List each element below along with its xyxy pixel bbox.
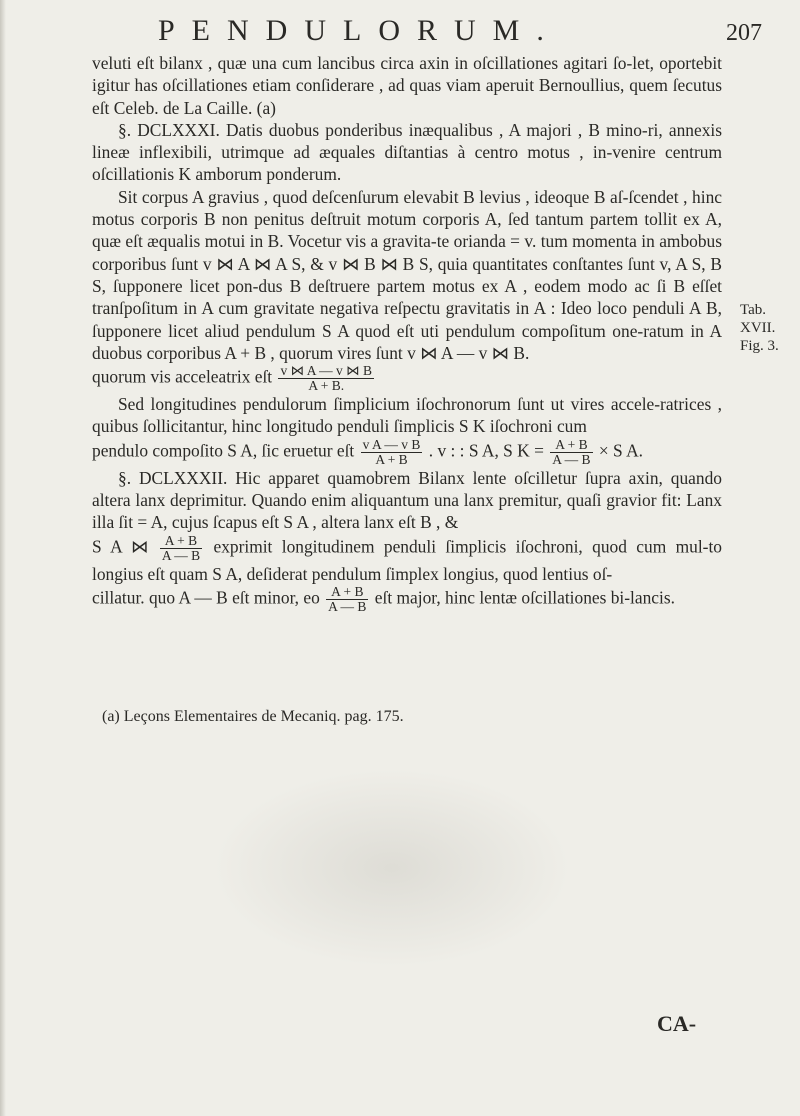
paragraph-accelerating-force xyxy=(92,364,722,393)
fraction-denominator: A — B xyxy=(161,547,201,563)
text-segment: eſt major, hinc lentæ oſcillationes bi-lancis. xyxy=(374,587,675,608)
fraction xyxy=(550,438,592,467)
text-segment: pendulo compoſito S A, ſic eruetur eſt xyxy=(92,440,355,461)
paragraph-equation xyxy=(92,438,722,467)
text-segment: exprimit longitudinem penduli ſimplicis iſochroni, quod cum mul-to longius eſt quam S A, deſiderat pendulum ſimplex longius, quod lentius oſ- xyxy=(92,536,722,584)
paragraph-argument: Sit corpus A gravius , quod deſcenſurum elevabit B levius , ideoque B aſ-ſcendet , hinc motus corporis B non penitus deſtruit motum corporis A, ſed tantum partem tollit ex A, quæ eſt æqualis motui in B. Vocetur vis a gravita-te orianda = v. tum momenta in ambobus corporibus ſunt v ⋈ A ⋈ A S, & v ⋈ B ⋈ B S, quia quantitates conſtantes ſunt v, A S, B S, ſupponere licet pon-dus B deſtruere partem motus ex A , eodem modo ac ſi B eſſet tranſpoſitum in A cum gravitate negativa reſpectu gravitatis in A : Ideo loco penduli A B, ſupponere licet aliud pendulum S A quod eſt uti pendulum compoſitum one-ratum in A duobus corporibus A + B , quorum vires ſunt v ⋈ A — v ⋈ B. xyxy=(92,186,722,363)
text-segment: cillatur. quo A — B eſt minor, eo xyxy=(92,587,320,608)
text-segment: quorum vis acceleatrix eſt xyxy=(92,366,273,387)
text-segment: × S A. xyxy=(598,440,644,461)
paragraph-length-expression xyxy=(92,534,722,585)
fraction xyxy=(278,364,374,393)
paragraph-conclusion xyxy=(92,585,722,614)
fraction-numerator: A + B xyxy=(326,585,368,600)
footnote: (a) Leçons Elementaires de Mecaniq. pag. 175. xyxy=(102,708,404,725)
fraction-denominator: A + B xyxy=(375,451,408,467)
paragraph-section-681: §. DCLXXXI. Datis duobus ponderibus inæqualibus , A majori , B mino-ri, annexis lineæ inflexibili, utrimque ad æquales diſtantias à centro motus , in-venire centrum oſcillationis K amborum ponderum. xyxy=(92,119,722,185)
running-header: PENDULORUM. xyxy=(158,14,561,47)
fraction xyxy=(326,585,368,614)
fraction-numerator: A + B xyxy=(550,438,592,453)
fraction-numerator: v ⋈ A — v ⋈ B xyxy=(280,363,372,379)
fraction-denominator: A + B. xyxy=(308,378,345,394)
fraction-numerator: v A — v B xyxy=(362,436,421,452)
paragraph-lengths: Sed longitudines pendulorum ſimplicium iſochronorum ſunt ut vires accele-ratrices , quibus ſollicitantur, hinc longitudo penduli ſimplicis S K iſochroni cum xyxy=(92,394,722,437)
catchword: CA- xyxy=(657,1011,697,1036)
margin-reference: Tab. XVII. Fig. 3. xyxy=(740,302,779,354)
fraction-denominator: A — B xyxy=(552,451,591,467)
fraction-numerator: A + B xyxy=(160,534,202,549)
page-edge-shadow xyxy=(0,0,6,1116)
page-number: 207 xyxy=(726,20,762,46)
text-segment: S A ⋈ xyxy=(92,536,149,557)
paragraph-intro: veluti eſt bilanx , quæ una cum lancibus circa axin in oſcillationes agitari ſo-let, oportebit igitur has oſcillationes etiam conſiderare , ad quas viam aperuit Bernoullius, quem ſecutus eſt Celeb. de La Caille. (a) xyxy=(92,53,722,118)
fraction-denominator: A — B xyxy=(328,598,367,614)
paper-stain xyxy=(212,768,572,968)
fraction xyxy=(160,534,202,563)
main-text xyxy=(92,52,722,614)
paragraph-section-682: §. DCLXXXII. Hic apparet quamobrem Bilanx lente oſcilletur ſupra axin, quando altera lanx deprimitur. Quando enim aliquantum una lanx premitur, quaſi gravior fit: Lanx illa ſit = A, cujus ſcapus eſt S A , altera lanx eſt B , & xyxy=(92,467,722,533)
fraction xyxy=(361,438,423,467)
text-segment: . v : : S A, S K = xyxy=(428,440,544,461)
